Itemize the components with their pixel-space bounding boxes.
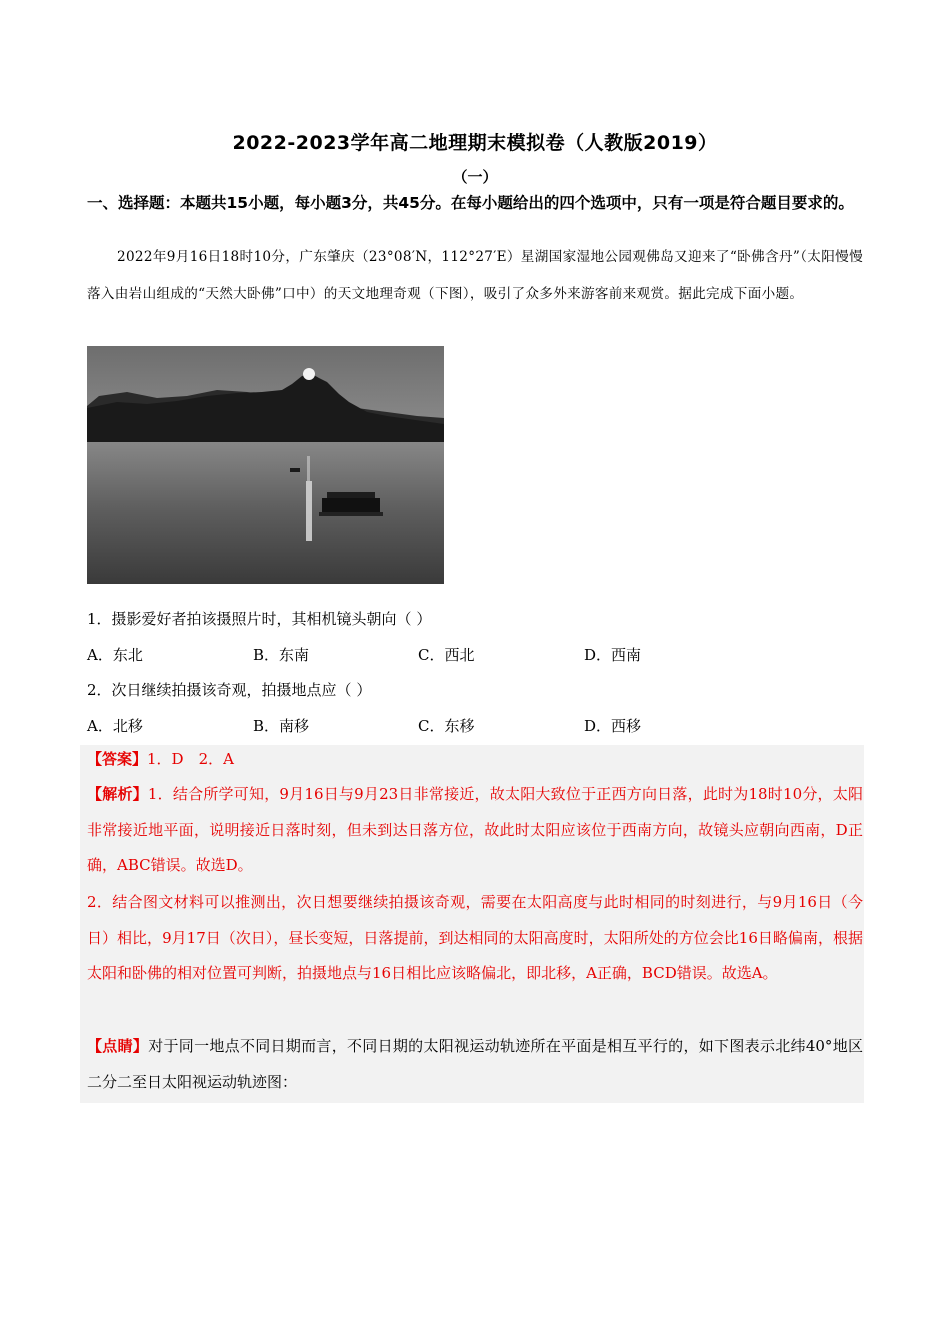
tip-text: 对于同一地点不同日期而言，不同日期的太阳视运动轨迹所在平面是相互平行的，如下图表示北纬40°地区二分二至日太阳视运动轨迹图： (87, 1037, 863, 1091)
answer-tag: 【答案】 (87, 750, 148, 768)
question-1-option-c: C．西北 (418, 646, 475, 664)
analysis-paragraph-2: 2．结合图文材料可以推测出，次日想要继续拍摄该奇观，需要在太阳高度与此时相同的时刻进行，与9月16日（今日）相比，9月17日（次日），昼长变短，日落提前，到达相同的太阳高度时，太阳所处的方位会比16日略偏南，根据太阳和卧佛的相对位置可判断，拍摄地点与16日相比应该略偏北，即北移，A正确，BCD错误。故选A。 (87, 893, 863, 983)
answer-line (87, 742, 863, 777)
question-2-option-b: B．南移 (253, 717, 310, 735)
exam-title: 2022-2023学年高二地理期末模拟卷（人教版2019） (232, 132, 718, 154)
question-1-option-a: A．东北 (87, 646, 143, 664)
sunset-photo (87, 346, 444, 584)
question-1-option-b: B．东南 (253, 646, 310, 664)
analysis-text-1: 1．结合所学可知，9月16日与9月23日非常接近，故太阳大致位于正西方向日落，此时为18时10分，太阳非常接近地平面，说明接近日落时刻，但未到达日落方位，故此时太阳应该位于西南方向，故镜头应朝向西南，D正确，ABC错误。故选D。 (87, 785, 863, 875)
exam-subtitle: （一） (452, 168, 498, 186)
analysis-tag: 【解析】 (87, 785, 148, 803)
question-1-option-d: D．西南 (584, 646, 642, 664)
question-1-stem: 1．摄影爱好者拍该摄照片时，其相机镜头朝向（ ） (87, 610, 432, 628)
question-2-option-a: A．北移 (87, 717, 143, 735)
material-text: 2022年9月16日18时10分，广东肇庆（23°08′N，112°27′E）星湖国家湿地公园观佛岛又迎来了“卧佛含丹”（太阳慢慢落入由岩山组成的“天然大卧佛”口中）的天文地理奇观（下图），吸引了众多外来游客前来观赏。据此完成下面小题。 (87, 249, 863, 302)
question-2-stem: 2．次日继续拍摄该奇观，拍摄地点应（ ） (87, 681, 372, 699)
question-2-option-d: D．西移 (584, 717, 642, 735)
tip-tag: 【点睛】 (87, 1037, 149, 1055)
material-paragraph (87, 239, 863, 313)
analysis-paragraph-1 (87, 777, 863, 884)
answer-text: 1．D 2．A (147, 750, 234, 768)
tip-paragraph (87, 1029, 863, 1100)
question-2-option-c: C．东移 (418, 717, 475, 735)
section-heading: 一、选择题：本题共15小题，每小题3分，共45分。在每小题给出的四个选项中，只有一项是符合题目要求的。 (87, 194, 854, 212)
